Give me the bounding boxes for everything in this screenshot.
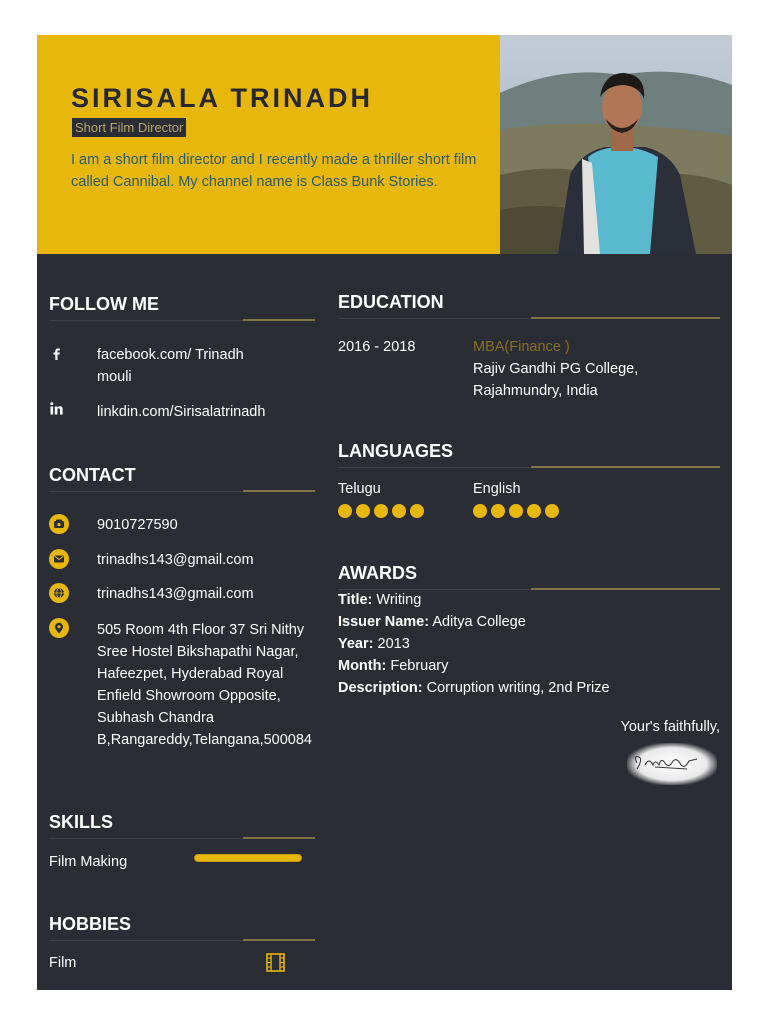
profile-photo bbox=[500, 35, 732, 254]
award-issuer bbox=[338, 611, 526, 633]
rating-dot bbox=[509, 504, 523, 518]
film-icon bbox=[266, 953, 285, 977]
award-year bbox=[338, 633, 410, 655]
globe-icon bbox=[49, 583, 69, 603]
phone-icon bbox=[49, 514, 69, 534]
award-title bbox=[338, 589, 421, 611]
closing-text: Your's faithfully, bbox=[620, 719, 720, 735]
education-period: 2016 - 2018 bbox=[338, 339, 416, 355]
email-icon bbox=[49, 549, 69, 569]
language-rating bbox=[473, 504, 559, 518]
postal-address: 505 Room 4th Floor 37 Sri Nithy Sree Hostel Bikshapathi Nagar, Hafeezpet, Hyderabad Royal Enfield Showroom Opposite, Subhash Chandra B,Rangareddy,Telangana,500084 bbox=[97, 622, 312, 748]
follow-accent-line bbox=[243, 319, 315, 321]
rating-dot bbox=[356, 504, 370, 518]
profile-summary: I am a short film director and I recently made a thriller short film called Cannibal. My channel name is Class Bunk Stories. bbox=[71, 152, 477, 190]
contact-accent-line bbox=[243, 490, 315, 492]
education-school: Rajiv Gandhi PG College, Rajahmundry, India bbox=[473, 361, 639, 399]
phone-number[interactable]: 9010727590 bbox=[97, 517, 178, 533]
language-rating bbox=[338, 504, 424, 518]
award-description-value: Corruption writing, 2nd Prize bbox=[426, 680, 610, 696]
rating-dot bbox=[392, 504, 406, 518]
resume-page bbox=[37, 35, 732, 990]
award-month bbox=[338, 655, 448, 677]
rating-dot bbox=[374, 504, 388, 518]
signature bbox=[627, 743, 717, 785]
education-heading: EDUCATION bbox=[338, 292, 444, 312]
linkedin-link[interactable]: linkdin.com/Sirisalatrinadh bbox=[97, 404, 266, 420]
award-month-label: Month: bbox=[338, 658, 387, 674]
website-link[interactable]: trinadhs143@gmail.com bbox=[97, 586, 254, 602]
rating-dot bbox=[527, 504, 541, 518]
skill-level-bar bbox=[194, 854, 302, 862]
candidate-name: SIRISALA TRINADH bbox=[71, 83, 373, 113]
rating-dot bbox=[410, 504, 424, 518]
rating-dot bbox=[545, 504, 559, 518]
linkedin-icon[interactable] bbox=[50, 402, 63, 420]
hobby-name: Film bbox=[49, 955, 77, 971]
facebook-icon[interactable] bbox=[52, 347, 62, 365]
rating-dot bbox=[491, 504, 505, 518]
contact-heading: CONTACT bbox=[49, 465, 136, 485]
location-pin-icon bbox=[49, 618, 69, 638]
award-title-value: Writing bbox=[376, 592, 422, 608]
award-title-label: Title: bbox=[338, 592, 373, 608]
award-description-label: Description: bbox=[338, 680, 423, 696]
role-badge: Short Film Director bbox=[72, 118, 186, 137]
languages-heading: LANGUAGES bbox=[338, 441, 454, 461]
rating-dot bbox=[338, 504, 352, 518]
award-description bbox=[338, 677, 610, 699]
award-issuer-value: Aditya College bbox=[432, 614, 526, 630]
education-accent-line bbox=[531, 317, 720, 319]
skills-heading: SKILLS bbox=[49, 812, 114, 832]
rating-dot bbox=[473, 504, 487, 518]
skill-name: Film Making bbox=[49, 854, 128, 870]
education-degree: MBA(Finance ) bbox=[473, 339, 570, 355]
skills-accent-line bbox=[243, 837, 315, 839]
language-name: English bbox=[473, 481, 521, 497]
award-year-label: Year: bbox=[338, 636, 374, 652]
languages-accent-line bbox=[531, 466, 720, 468]
award-issuer-label: Issuer Name: bbox=[338, 614, 430, 630]
awards-accent-line bbox=[531, 588, 720, 590]
follow-heading: FOLLOW ME bbox=[49, 294, 159, 314]
awards-heading: AWARDS bbox=[338, 563, 418, 583]
hobbies-accent-line bbox=[243, 939, 315, 941]
award-month-value: February bbox=[390, 658, 449, 674]
facebook-link[interactable]: facebook.com/ Trinadh mouli bbox=[97, 347, 244, 385]
award-year-value: 2013 bbox=[377, 636, 410, 652]
email-address[interactable]: trinadhs143@gmail.com bbox=[97, 552, 254, 568]
language-name: Telugu bbox=[338, 481, 381, 497]
hobbies-heading: HOBBIES bbox=[49, 914, 132, 934]
